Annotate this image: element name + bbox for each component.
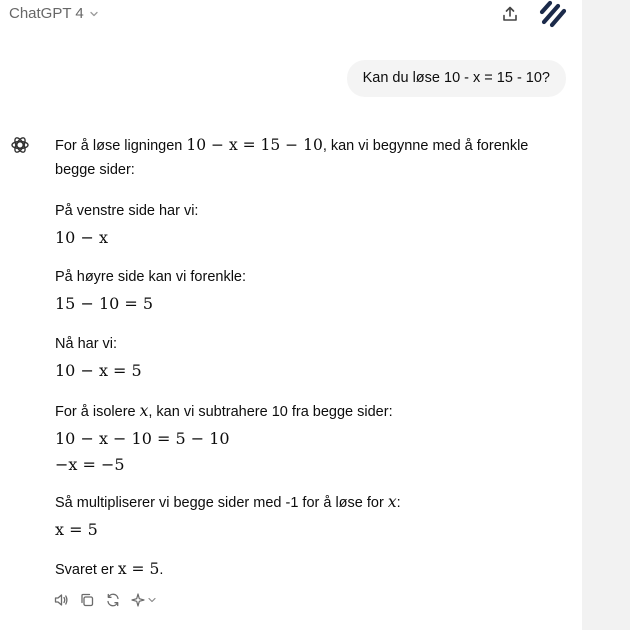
copy-icon[interactable] bbox=[79, 592, 95, 608]
header bbox=[0, 0, 582, 30]
right-side-equation: 15 − 10 = 5 bbox=[55, 294, 154, 313]
now-block bbox=[55, 333, 142, 383]
answer-prefix: Svaret er bbox=[55, 562, 118, 578]
answer-suffix: . bbox=[159, 562, 164, 578]
side-panel-edge bbox=[582, 0, 630, 630]
isolate-variable: x bbox=[139, 402, 149, 420]
left-side-block bbox=[55, 200, 198, 250]
right-side-block bbox=[55, 266, 246, 316]
isolate-equation-2: −x = −5 bbox=[55, 455, 125, 474]
multiply-suffix: : bbox=[396, 495, 401, 511]
assistant-intro bbox=[55, 133, 555, 182]
now-label: Nå har vi: bbox=[55, 336, 118, 352]
answer-equation: x = 5 bbox=[117, 560, 160, 578]
isolate-suffix: , kan vi subtrahere 10 fra begge sider: bbox=[148, 404, 393, 420]
multiply-variable: x bbox=[387, 493, 397, 511]
left-side-label: På venstre side har vi: bbox=[55, 203, 199, 219]
now-equation: 10 − x = 5 bbox=[55, 361, 142, 380]
intro-suffix: , kan vi begynne med å forenkle begge sider: bbox=[55, 138, 529, 178]
intro-prefix: For å løse ligningen bbox=[55, 138, 187, 154]
regenerate-icon[interactable] bbox=[105, 592, 121, 608]
isolate-block bbox=[55, 400, 393, 477]
sparkle-icon[interactable] bbox=[131, 592, 159, 608]
model-selector[interactable] bbox=[9, 5, 99, 22]
final-answer bbox=[55, 558, 163, 581]
model-name: ChatGPT 4 bbox=[9, 5, 84, 22]
chevron-down-icon bbox=[89, 9, 99, 19]
multiply-block bbox=[55, 491, 401, 542]
isolate-prefix: For å isolere bbox=[55, 404, 140, 420]
share-button[interactable] bbox=[499, 3, 521, 25]
multiply-equation: x = 5 bbox=[55, 520, 98, 539]
isolate-label bbox=[55, 400, 393, 423]
openai-logo-icon bbox=[9, 134, 31, 156]
left-side-equation: 10 − x bbox=[55, 228, 108, 247]
user-message-bubble: Kan du løse 10 - x = 15 - 10? bbox=[347, 60, 566, 97]
multiply-prefix: Så multipliserer vi begge sider med -1 for å løse for bbox=[55, 495, 388, 511]
intro-equation: 10 − x = 15 − 10 bbox=[186, 136, 323, 154]
final-answer-line bbox=[55, 558, 163, 581]
brand-logo-icon bbox=[536, 0, 570, 30]
multiply-label bbox=[55, 491, 401, 514]
isolate-equation-1: 10 − x − 10 = 5 − 10 bbox=[55, 429, 230, 448]
share-icon bbox=[501, 5, 519, 23]
message-actions bbox=[53, 592, 159, 608]
right-side-label: På høyre side kan vi forenkle: bbox=[55, 269, 247, 285]
speaker-icon[interactable] bbox=[53, 592, 69, 608]
